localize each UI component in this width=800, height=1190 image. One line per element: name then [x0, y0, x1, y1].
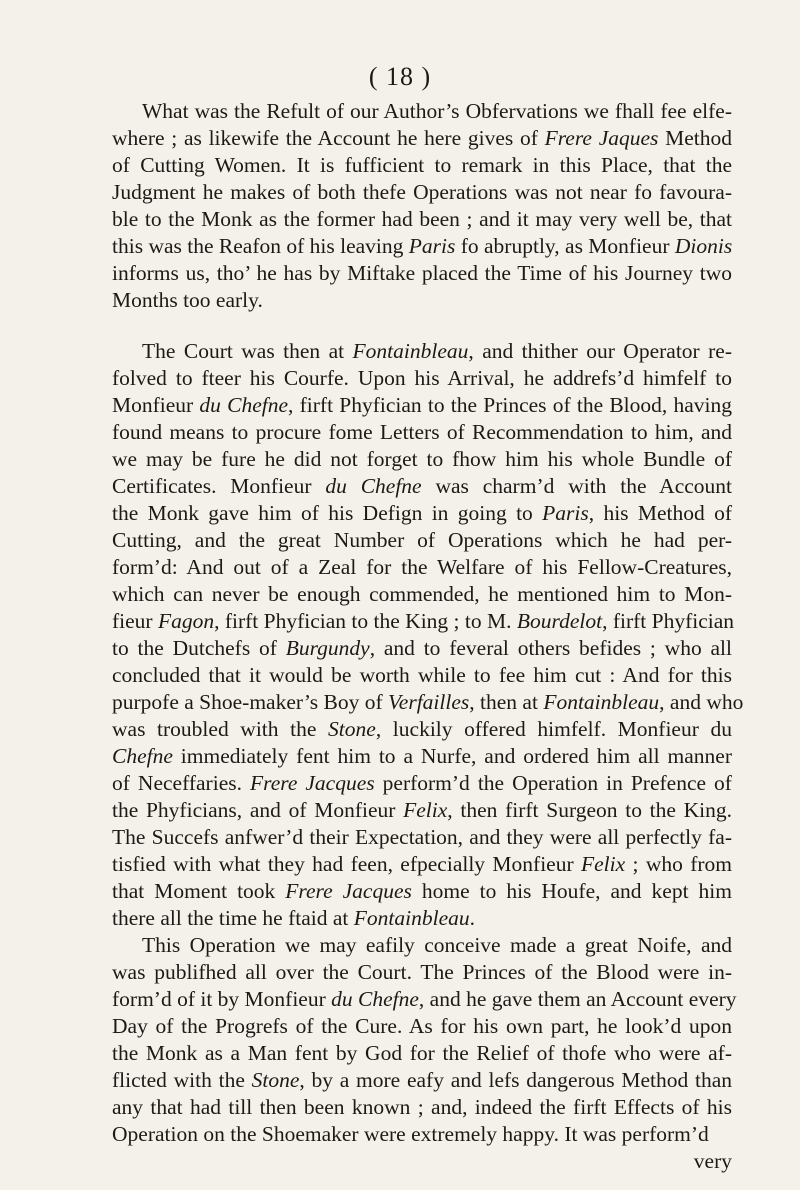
text-line: folved to fteer his Courfe. Upon his Arrival, he addrefs’d himfelf to	[112, 366, 732, 390]
text-line: there all the time he ftaid at Fontainbleau.	[112, 906, 476, 930]
text-line: Judgment he makes of both thefe Operations was not near fo favoura-	[112, 180, 732, 204]
text-line: The Court was then at Fontainbleau, and thither our Operator re-	[142, 339, 733, 363]
text-line: which can never be enough commended, he mentioned him to Mon-	[112, 582, 732, 606]
page-number: ( 18 )	[368, 62, 432, 91]
text-line: this was the Reafon of his leaving Paris fo abruptly, as Monfieur Dionis	[112, 234, 733, 258]
text-line: fieur Fagon, firft Phyfician to the King ; to M. Bourdelot, firft Phyfician	[112, 609, 735, 633]
text-line: of Neceffaries. Frere Jacques perform’d the Operation in Prefence of	[112, 771, 732, 795]
text-line: to the Dutchefs of Burgundy, and to feveral others befides ; who all	[112, 636, 732, 660]
text-line: we may be fure he did not forget to fhow him his whole Bundle of	[112, 447, 732, 471]
text-line: form’d: And out of a Zeal for the Welfare of his Fellow-Creatures,	[112, 555, 732, 579]
text-line: Operation on the Shoemaker were extremely happy. It was perform’d	[112, 1122, 709, 1146]
text-line: Months too early.	[112, 288, 263, 312]
text-line: was publifhed all over the Court. The Princes of the Blood were in-	[112, 960, 732, 984]
text-line: any that had till then been known ; and, indeed the firft Effects of his	[112, 1095, 732, 1119]
text-line: What was the Refult of our Author’s Obfervations we fhall fee elfe-	[142, 99, 732, 123]
text-line: Chefne immediately fent him to a Nurfe, and ordered him all manner	[112, 744, 732, 768]
text-line: the Monk gave him of his Defign in going to Paris, his Method of	[112, 501, 732, 525]
text-line: informs us, tho’ he has by Miftake placed the Time of his Journey two	[112, 261, 732, 285]
text-line: where ; as likewife the Account he here gives of Frere Jaques Method	[112, 126, 733, 150]
text-line: was troubled with the Stone, luckily offered himfelf. Monfieur du	[112, 717, 733, 741]
text-line: that Moment took Frere Jacques home to his Houfe, and kept him	[112, 879, 732, 903]
text-line: found means to procure fome Letters of Recommendation to him, and	[112, 420, 732, 444]
text-line: flicted with the Stone, by a more eafy and lefs dangerous Method than	[112, 1068, 732, 1092]
text-line: ble to the Monk as the former had been ; and it may very well be, that	[112, 207, 732, 231]
text-line: Monfieur du Chefne, firft Phyfician to the Princes of the Blood, having	[112, 393, 732, 417]
text-line: purpofe a Shoe-maker’s Boy of Verfailles, then at Fontainbleau, and who	[112, 690, 744, 714]
text-line: This Operation we may eafily conceive made a great Noife, and	[142, 933, 732, 957]
text-line: of Cutting Women. It is fufficient to remark in this Place, that the	[112, 153, 732, 177]
text-line: form’d of it by Monfieur du Chefne, and he gave them an Account every	[112, 987, 737, 1011]
text-line: the Phyficians, and of Monfieur Felix, then firft Surgeon to the King.	[112, 798, 733, 822]
text-line: The Succefs anfwer’d their Expectation, and they were all perfectly fa-	[112, 825, 732, 849]
text-line: Cutting, and the great Number of Operations which he had per-	[112, 528, 732, 552]
text-line: the Monk as a Man fent by God for the Relief of thofe who were af-	[112, 1041, 732, 1065]
text-line: Day of the Progrefs of the Cure. As for his own part, he look’d upon	[112, 1014, 732, 1038]
text-line: concluded that it would be worth while to fee him cut : And for this	[112, 663, 732, 687]
catchword: very	[693, 1149, 732, 1173]
text-line: Certificates. Monfieur du Chefne was charm’d with the Account	[112, 474, 733, 498]
text-line: tisfied with what they had feen, efpecially Monfieur Felix ; who from	[112, 852, 732, 876]
